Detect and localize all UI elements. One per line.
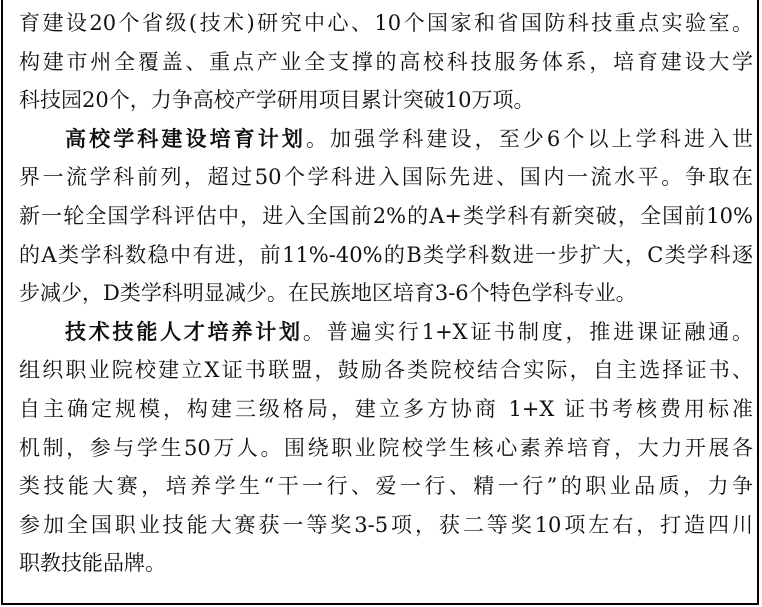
text-line: 组织职业院校建立X证书联盟，鼓励各类院校结合实际，自主选择证书、 — [19, 358, 753, 383]
document-body — [19, 4, 753, 583]
text-line: 自主确定规模，构建三级格局，建立多方协商 1+X 证书考核费用标准 — [19, 396, 753, 421]
text-run: 。普遍实行1+X证书制度，推进课证融通。 — [302, 319, 753, 344]
text-line: 类技能大赛，培养学生“干一行、爱一行、精一行”的职业品质，力争 — [19, 474, 753, 499]
text-line: 的A类学科数稳中有进，前11%-40%的B类学科数进一步扩大，C类学科逐 — [19, 242, 753, 267]
text-line: 构建市州全覆盖、重点产业全支撑的高校科技服务体系，培育建设大学 — [19, 49, 753, 74]
text-line: 界一流学科前列，超过50个学科进入国际先进、国内一流水平。争取在 — [19, 165, 753, 190]
text-line: 参加全国职业技能大赛获一等奖3-5项，获二等奖10项左右，打造四川 — [19, 512, 753, 537]
section-heading-skills: 技术技能人才培养计划 — [65, 318, 303, 344]
section-heading-discipline: 高校学科建设培育计划 — [65, 125, 306, 151]
text-line: 机制，参与学生50万人。围绕职业院校学生核心素养培育，大力开展各 — [19, 435, 753, 460]
document-frame — [1, 0, 759, 605]
paragraph-first-line — [19, 120, 753, 159]
text-line: 科技园20个，力争高校产学研用项目累计突破10万项。 — [19, 88, 535, 113]
text-line: 职教技能品牌。 — [19, 551, 166, 576]
paragraph-first-line — [19, 313, 753, 352]
text-run: 。加强学科建设，至少6个以上学科进入世 — [305, 126, 753, 151]
text-line: 新一轮全国学科评估中，进入全国前2%的A+类学科有新突破，全国前10% — [19, 203, 753, 228]
text-line: 育建设20个省级(技术)研究中心、10个国家和省国防科技重点实验室。 — [19, 11, 753, 35]
text-line: 步减少，D类学科明显减少。在民族地区培育3-6个特色学科专业。 — [19, 281, 637, 306]
